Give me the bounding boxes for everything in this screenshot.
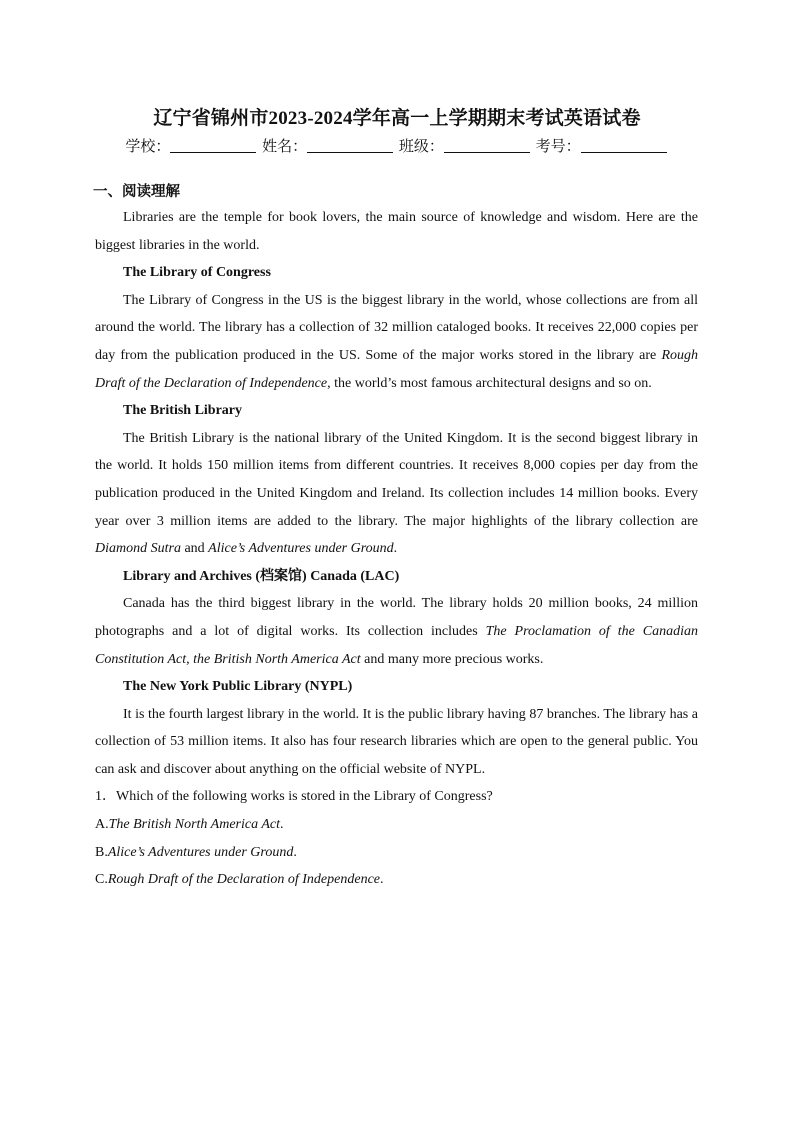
british-heading: The British Library [123,403,243,419]
british-work-title-2: Alice’s Adventures under Ground [208,541,394,557]
loc-work-title: Rough Draft of the Declaration of Independence [95,347,698,391]
loc-text-b: , the world’s most famous architectural designs and so on. [327,375,652,391]
question-text: Which of the following works is stored in the Library of Congress? [116,789,493,805]
lac-paragraph [95,590,698,673]
loc-heading: The Library of Congress [123,265,271,281]
class-blank[interactable] [444,138,530,153]
document-body [95,182,698,894]
british-text-c: . [393,541,398,557]
exam-title: 辽宁省锦州市2023-2024学年高一上学期期末考试英语试卷 [153,108,641,129]
option-text: Alice’s Adventures under Ground [107,844,294,860]
student-info-line [0,135,794,156]
lac-text-b: , [186,651,194,667]
british-work-title-1: Diamond Sutra [95,541,181,557]
intro-paragraph: Libraries are the temple for book lovers, the main source of knowledge and wisdom. Here are the biggest libraries in the world. [95,210,698,253]
name-label: 姓名： [262,139,308,155]
british-text-b: and [180,541,209,557]
school-label: 学校： [125,139,171,155]
lac-work-title-1: The Proclamation of the Canadian Constitution Act [95,623,698,667]
class-label: 班级： [398,139,444,155]
question-1 [95,783,698,811]
option-end: . [280,817,284,833]
loc-paragraph [95,287,698,397]
exam-number-label: 考号： [535,139,581,155]
lac-heading: Library and Archives (档案馆) Canada (LAC) [123,568,400,584]
option-letter: A. [95,817,109,833]
british-paragraph [95,425,698,563]
nypl-heading: The New York Public Library (NYPL) [123,679,353,695]
exam-number-blank[interactable] [581,138,667,153]
lac-text-a: Canada has the third biggest library in the world. The library holds 20 million books, 24 million photographs and a lot of digital works. Its collection includes [95,596,698,639]
option-text: Rough Draft of the Declaration of Independence [107,872,381,888]
lac-text-c: and many more precious works. [360,651,544,667]
option-b[interactable] [95,839,698,867]
option-end: . [293,844,297,860]
nypl-paragraph: It is the fourth largest library in the world. It is the public library having 87 branches. The library has a collection of 53 million items. It also has four research libraries which are open to the general public. You can ask and discover about anything on the official website of NYPL. [95,706,698,777]
option-letter: B. [95,844,108,860]
british-text-a: The British Library is the national library of the United Kingdom. It is the second biggest library in the world. It holds 150 million items from different countries. It receives 8,000 copies per day from the publication produced in the United Kingdom and Ireland. Its collection includes 14 million books. Every year over 3 million items are added to the library. The major highlights of the library collection are [95,430,698,529]
loc-text-a: The Library of Congress in the US is the biggest library in the world, whose collections are from all around the world. The library has a collection of 32 million cataloged books. It receives 22,000 copies per day from the publication produced in the US. Some of the major works stored in the library are [95,292,698,363]
option-c[interactable] [95,866,698,894]
option-a[interactable] [95,811,698,839]
option-end: . [380,872,384,888]
option-letter: C. [95,872,108,888]
lac-work-title-2: the British North America Act [193,651,361,667]
section-heading: 一、阅读理解 [93,184,180,200]
option-text: The British North America Act [108,817,280,833]
question-number: 1． [95,789,116,805]
school-blank[interactable] [170,138,256,153]
name-blank[interactable] [307,138,393,153]
